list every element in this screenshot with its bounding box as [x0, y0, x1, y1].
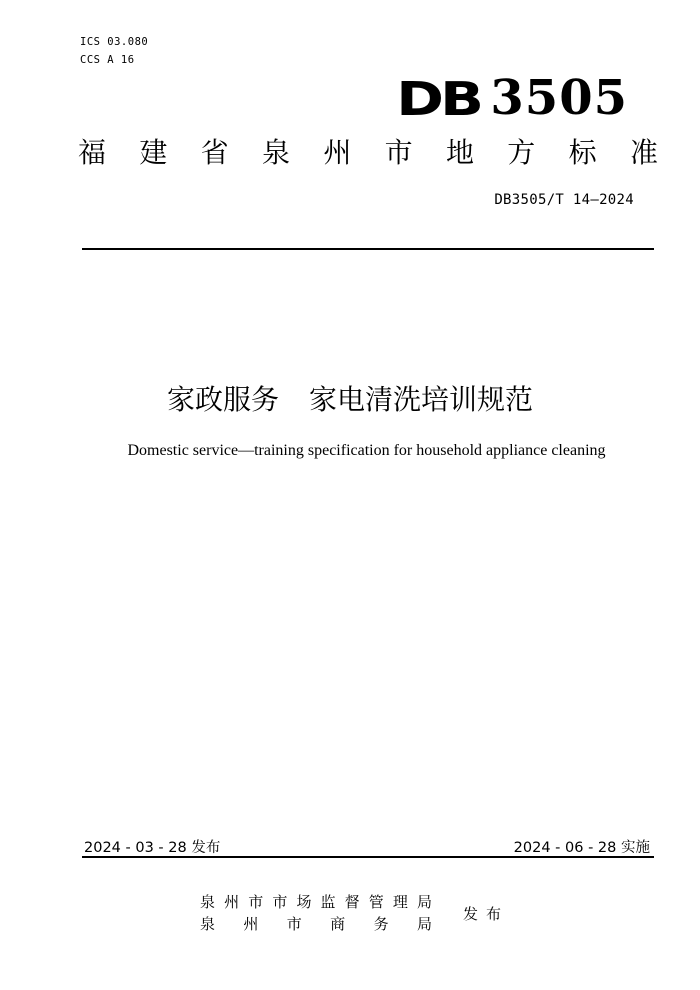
issuer-char: 局 — [416, 893, 432, 911]
issuing-authorities — [200, 891, 432, 935]
ccs-code: CCS A 16 — [80, 54, 135, 66]
title-part-1: 家政服务 — [166, 383, 279, 416]
standard-type-char: 建 — [139, 136, 168, 169]
issuer-commerce — [200, 913, 432, 935]
title-part-2: 家电清洗培训规范 — [309, 383, 534, 416]
issuer-char: 州 — [224, 893, 240, 911]
issuer-char: 督 — [344, 893, 360, 911]
issuer-char: 泉 — [200, 893, 216, 911]
issuer-char: 市 — [286, 915, 302, 933]
standard-type-char: 州 — [323, 136, 352, 169]
standard-type-char: 地 — [445, 136, 474, 169]
issuer-market-supervision — [200, 891, 432, 913]
title-english: Domestic service—training specification for household appliance cleaning — [127, 442, 606, 459]
title-chinese — [0, 382, 700, 418]
db-logo — [396, 68, 628, 126]
issuer-char: 商 — [330, 915, 346, 933]
standard-type-char: 市 — [384, 136, 413, 169]
standard-type-char: 省 — [200, 136, 229, 169]
top-divider — [82, 248, 654, 250]
standard-type-char: 准 — [629, 136, 658, 169]
standard-type — [78, 136, 658, 170]
publish-label: 发布 — [463, 905, 510, 923]
issuer-char: 州 — [243, 915, 259, 933]
issuer-char: 市 — [248, 893, 264, 911]
ics-code: ICS 03.080 — [80, 36, 149, 48]
issuer-char: 泉 — [200, 915, 216, 933]
standard-type-char: 标 — [568, 136, 597, 169]
issuer-char: 管 — [368, 893, 384, 911]
issuer-char: 局 — [416, 915, 432, 933]
standard-type-char: 泉 — [261, 136, 290, 169]
standard-type-char: 方 — [507, 136, 536, 169]
issuer-char: 市 — [272, 893, 288, 911]
issue-date: 2024 - 03 - 28 发布 — [84, 840, 221, 856]
issuer-char: 理 — [392, 893, 408, 911]
bottom-divider — [82, 856, 654, 858]
issuer-char: 场 — [296, 893, 312, 911]
standard-type-char: 福 — [78, 136, 107, 169]
issuer-char: 务 — [373, 915, 389, 933]
logo-number: 3505 — [490, 70, 628, 126]
logo-prefix: DB — [396, 72, 481, 126]
standard-code: DB3505/T 14—2024 — [494, 192, 634, 208]
implementation-date: 2024 - 06 - 28 实施 — [513, 840, 650, 856]
issuer-char: 监 — [320, 893, 336, 911]
